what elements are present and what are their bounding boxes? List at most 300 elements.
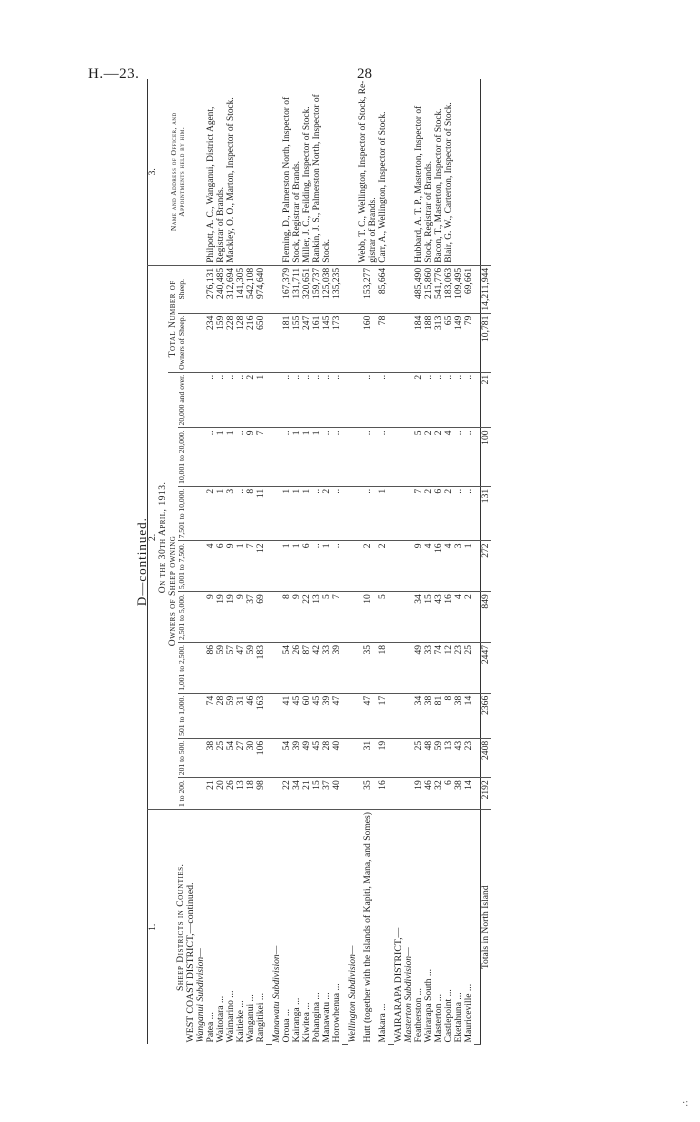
owners-count-cell: 15 <box>424 592 434 643</box>
empty-cell <box>394 372 404 428</box>
owners-count-cell: .. <box>282 372 292 428</box>
county-name: Horowhenua <box>331 992 342 1043</box>
county-name-cell <box>358 810 373 1045</box>
leader-dots: ... <box>225 990 236 1001</box>
owners-count-cell: 49 <box>414 642 424 693</box>
total-header: Total Number of <box>168 265 178 372</box>
empty-cell <box>186 738 196 777</box>
owners-count-cell: 12 <box>444 642 454 693</box>
owners-count-cell: 54 <box>282 642 292 693</box>
owners-count-cell: 23 <box>454 642 464 693</box>
empty-cell <box>186 313 196 372</box>
owners-count-cell: 7 <box>256 428 266 486</box>
owners-count-cell: 38 <box>424 693 434 738</box>
owners-count-cell: 4 <box>444 428 454 486</box>
officer-line: Stock, Registrar of Brands. <box>292 160 302 263</box>
owners-count-cell: .. <box>444 372 454 428</box>
owners-count-cell: 2 <box>358 541 373 592</box>
empty-cell <box>196 372 206 428</box>
range-header: 5,001 to 7,500. <box>178 541 186 592</box>
owners-count-cell: 45 <box>312 693 322 738</box>
owners-count-cell: 9 <box>246 428 256 486</box>
owners-count-cell: 31 <box>236 693 246 738</box>
range-header: 201 to 500. <box>178 738 186 777</box>
county-name: Waitotara <box>215 1005 226 1043</box>
empty-cell <box>272 79 282 266</box>
owners-count-cell: 2 <box>444 486 454 541</box>
total-owners-cell: 161 <box>312 313 322 372</box>
owners-count-cell: 8 <box>246 486 256 541</box>
owners-count-cell: 2 <box>434 428 444 486</box>
county-row <box>358 79 373 1045</box>
total-sheep-cell: 85,664 <box>373 265 388 313</box>
county-name-cell <box>332 810 342 1045</box>
owners-count-cell: 6 <box>302 541 312 592</box>
total-sheep-cell: 485,490 <box>414 265 424 313</box>
owners-count-cell: 2 <box>206 486 216 541</box>
owners-count-cell: .. <box>373 428 388 486</box>
owners-count-cell: .. <box>322 428 332 486</box>
empty-cell <box>404 79 414 266</box>
owners-count-cell: 26 <box>226 778 236 810</box>
subdivision-row <box>196 79 206 1045</box>
owners-count-cell: .. <box>236 486 246 541</box>
range-header: 7,501 to 10,000. <box>178 486 186 541</box>
total-owners-cell: 184 <box>414 313 424 372</box>
empty-cell <box>481 79 492 266</box>
county-name-cell <box>373 810 388 1045</box>
owners-count-cell: 54 <box>226 738 236 777</box>
owners-count-cell: 16 <box>434 541 444 592</box>
owners-count-cell: 19 <box>373 738 388 777</box>
owners-count-cell: .. <box>312 541 322 592</box>
owners-count-cell: 47 <box>236 642 246 693</box>
county-name: Wanganui <box>245 1003 256 1043</box>
owners-count-cell: 46 <box>424 778 434 810</box>
owners-count-cell: 1 <box>292 486 302 541</box>
owners-count-cell: 38 <box>206 738 216 777</box>
owners-count-cell: 59 <box>246 642 256 693</box>
owners-count-cell: 21 <box>206 778 216 810</box>
county-name: Mauriceville <box>463 993 474 1043</box>
totals-label: Totals in North Island <box>481 810 492 1045</box>
col3-header <box>158 79 186 266</box>
owners-count-cell: 1 <box>302 428 312 486</box>
total-owners-cell: 188 <box>424 313 434 372</box>
owners-count-cell: 30 <box>246 738 256 777</box>
owners-count-cell: .. <box>358 372 373 428</box>
owners-count-cell: 9 <box>226 541 236 592</box>
empty-cell <box>348 541 358 592</box>
empty-cell <box>272 592 282 643</box>
empty-cell <box>394 738 404 777</box>
owners-count-cell: 1 <box>312 428 322 486</box>
empty-cell <box>394 778 404 810</box>
empty-cell <box>348 592 358 643</box>
owners-count-cell: 7 <box>246 541 256 592</box>
county-name: Masterton <box>433 1003 444 1043</box>
owners-count-cell: 69 <box>256 592 266 643</box>
owners-count-cell: 1 <box>464 541 474 592</box>
owners-count-cell: 6 <box>434 486 444 541</box>
empty-cell <box>186 79 196 266</box>
total-sheep-cell: 141,305 <box>236 265 246 313</box>
owners-count-cell: 19 <box>226 592 236 643</box>
col1-header: Sheep Districts in Counties. <box>175 863 186 991</box>
owners-count-cell: 8 <box>444 693 454 738</box>
owners-count-cell: 13 <box>236 778 246 810</box>
owners-count-cell: .. <box>454 428 464 486</box>
owners-count-cell: 1 <box>216 428 226 486</box>
owners-count-cell: 9 <box>236 592 246 643</box>
owners-count-cell: 25 <box>216 738 226 777</box>
officer-line: Rankin, J. S., Palmerston North, Inspector of <box>312 94 322 263</box>
empty-cell <box>196 486 206 541</box>
officer-line: Hubbard, A. T. P., Masterton, Inspector of <box>414 105 424 263</box>
owners-count-cell: 1 <box>256 372 266 428</box>
empty-cell <box>272 372 282 428</box>
subdivision-row <box>404 79 414 1045</box>
table-header <box>134 79 186 1045</box>
owners-count-cell: 26 <box>292 642 302 693</box>
totals-count-cell: 849 <box>481 592 492 643</box>
total-owners-cell: 145 <box>322 313 332 372</box>
owners-count-cell: 60 <box>302 693 312 738</box>
owners-count-cell: 1 <box>292 428 302 486</box>
owners-count-cell: 34 <box>414 693 424 738</box>
table-body <box>186 79 491 1045</box>
owners-count-cell: 1 <box>226 428 236 486</box>
county-name: Eketahuna <box>453 1002 464 1043</box>
owners-count-cell: .. <box>226 372 236 428</box>
empty-cell <box>404 428 414 486</box>
owners-count-cell: .. <box>332 372 342 428</box>
total-sheep-cell: 135,235 <box>332 265 342 313</box>
owners-count-cell: 59 <box>226 693 236 738</box>
subdivision-row <box>272 79 282 1045</box>
county-name: Oroua <box>281 1018 292 1043</box>
officer-cell <box>282 79 342 266</box>
officer-line: Philpott, A. C., Wanganui, District Agent, <box>206 106 216 263</box>
officer-line: Fleming, D., Palmerston North, Inspector of <box>282 96 292 263</box>
owners-count-cell: 106 <box>256 738 266 777</box>
total-owners-cell: 228 <box>226 313 236 372</box>
owners-count-cell: 3 <box>226 486 236 541</box>
range-header: 1 to 200. <box>178 778 186 810</box>
total-owners-cell: 160 <box>358 313 373 372</box>
totals-sheep-cell: 14,211,944 <box>481 265 492 313</box>
owners-count-cell: .. <box>322 372 332 428</box>
empty-cell <box>394 313 404 372</box>
total-owners-cell: 128 <box>236 313 246 372</box>
owners-count-cell: 5 <box>373 592 388 643</box>
total-sheep-cell: 125,038 <box>322 265 332 313</box>
empty-cell <box>394 428 404 486</box>
leader-dots: ... <box>433 994 444 1004</box>
total-owners-cell: 65 <box>444 313 454 372</box>
owners-count-cell: 16 <box>444 592 454 643</box>
total-owners-header: Owners of Sheep. <box>178 313 186 372</box>
sheep-returns-table <box>134 79 491 1045</box>
total-sheep-cell: 215,860 <box>424 265 434 313</box>
officer-cell <box>358 79 388 266</box>
subdivision-name: Wanganui Subdivision— <box>195 948 206 1043</box>
total-owners-cell: 234 <box>206 313 216 372</box>
owners-count-cell: 57 <box>226 642 236 693</box>
district-name: WEST COAST DISTRICT,—continued. <box>185 882 196 1043</box>
owners-count-cell: 86 <box>206 642 216 693</box>
totals-count-cell: 131 <box>481 486 492 541</box>
range-header: 20,000 and over. <box>178 372 186 428</box>
owners-count-cell: 4 <box>444 541 454 592</box>
totals-count-cell: 100 <box>481 428 492 486</box>
leader-dots: ... <box>443 989 454 999</box>
total-sheep-cell: 131,711 <box>292 265 302 313</box>
empty-cell <box>404 372 414 428</box>
owners-count-cell: 23 <box>464 738 474 777</box>
officer-line: Stock, Registrar of Brands. <box>424 160 434 263</box>
owners-count-cell: .. <box>282 428 292 486</box>
totals-count-cell: 2192 <box>481 778 492 810</box>
officer-line: gistrar of Brands. <box>368 197 378 263</box>
totals-count-cell: 2366 <box>481 693 492 738</box>
leader-dots: ... <box>301 1002 312 1013</box>
owners-count-cell: 59 <box>434 738 444 777</box>
empty-cell <box>196 428 206 486</box>
owners-count-cell: 74 <box>434 642 444 693</box>
empty-cell <box>186 592 196 643</box>
col2-number: 2. <box>148 265 159 809</box>
owners-count-cell: 13 <box>444 738 454 777</box>
leader-dots: ... <box>311 992 322 1002</box>
empty-cell <box>272 486 282 541</box>
county-row <box>414 79 424 1045</box>
leader-dots: ... <box>423 968 434 979</box>
empty-cell <box>272 541 282 592</box>
total-sheep-cell: 312,694 <box>226 265 236 313</box>
owners-count-cell: 10 <box>358 592 373 643</box>
county-row <box>282 79 292 1045</box>
owners-count-cell: 11 <box>256 486 266 541</box>
total-sheep-header: Sheep. <box>178 265 186 313</box>
officer-line: Stock. <box>322 239 332 263</box>
owners-count-cell: 25 <box>414 738 424 777</box>
owners-count-cell: .. <box>434 372 444 428</box>
total-owners-cell: 173 <box>332 313 342 372</box>
county-name-cell <box>256 810 266 1045</box>
leader-dots: ... <box>215 995 226 1006</box>
total-sheep-cell: 276,131 <box>206 265 216 313</box>
owners-count-cell: 16 <box>373 778 388 810</box>
owners-count-cell: .. <box>358 486 373 541</box>
empty-cell <box>394 693 404 738</box>
owners-count-cell: 1 <box>292 541 302 592</box>
empty-cell <box>186 265 196 313</box>
owners-count-cell: .. <box>332 486 342 541</box>
empty-cell <box>348 693 358 738</box>
empty-cell <box>348 265 358 313</box>
owners-count-cell: 37 <box>246 592 256 643</box>
total-sheep-cell: 541,776 <box>434 265 444 313</box>
subdivision-name: Masterton Subdivision— <box>403 947 414 1043</box>
owners-count-cell: 20 <box>216 778 226 810</box>
page-edge-mark: ·: <box>682 1098 689 1109</box>
owners-count-cell: .. <box>332 428 342 486</box>
page-number: 28 <box>357 66 372 82</box>
total-owners-cell: 313 <box>434 313 444 372</box>
owners-count-cell: 12 <box>256 541 266 592</box>
owners-count-cell: .. <box>236 372 246 428</box>
empty-cell <box>186 428 196 486</box>
owners-count-cell: 34 <box>292 778 302 810</box>
county-name: Pohangina <box>311 1001 322 1043</box>
empty-cell <box>186 486 196 541</box>
county-name: Manawatu <box>321 1002 332 1043</box>
empty-cell <box>186 642 196 693</box>
owners-count-cell: 54 <box>282 738 292 777</box>
owners-count-cell: 1 <box>282 486 292 541</box>
total-owners-cell: 247 <box>302 313 312 372</box>
empty-cell <box>394 486 404 541</box>
total-owners-cell: 149 <box>454 313 464 372</box>
empty-cell <box>196 592 206 643</box>
county-name: Patea <box>205 1021 216 1043</box>
total-owners-cell: 155 <box>292 313 302 372</box>
owners-count-cell: 38 <box>454 778 464 810</box>
owners-count-cell: 47 <box>332 693 342 738</box>
leader-dots: ... <box>205 1012 216 1022</box>
county-row <box>206 79 216 1045</box>
owners-count-cell: 14 <box>464 693 474 738</box>
empty-cell <box>348 738 358 777</box>
subdivision-name: Manawatu Subdivision— <box>271 945 282 1043</box>
empty-cell <box>272 428 282 486</box>
owners-count-cell: 41 <box>282 693 292 738</box>
owners-count-cell: 14 <box>464 778 474 810</box>
owners-count-cell: 2 <box>322 486 332 541</box>
officer-line: Registrar of Brands. <box>216 187 226 263</box>
empty-cell <box>348 372 358 428</box>
officer-line: Webb, T. C., Wellington, Inspector of Stock, Re- <box>358 80 368 263</box>
owners-count-cell: 33 <box>322 642 332 693</box>
owners-count-cell: 25 <box>464 642 474 693</box>
empty-cell <box>186 693 196 738</box>
county-name: Rangitikei <box>255 1002 266 1043</box>
owners-count-cell: 31 <box>358 738 373 777</box>
owners-count-cell: 5 <box>322 592 332 643</box>
officer-line: Carr, A., Wellington, Inspector of Stock. <box>378 111 388 263</box>
col3-header-line1: Name and Address of Officer, and <box>169 112 178 232</box>
leader-dots: ... <box>291 997 302 1008</box>
total-owners-cell: 181 <box>282 313 292 372</box>
owners-count-cell: 19 <box>216 592 226 643</box>
owners-count-cell: 1 <box>373 486 388 541</box>
owners-count-cell: 48 <box>424 738 434 777</box>
owners-count-cell: 6 <box>216 541 226 592</box>
leader-dots: ... <box>331 983 342 993</box>
owners-count-cell: .. <box>236 428 246 486</box>
owners-count-cell: 43 <box>454 738 464 777</box>
report-reference: H.—23. <box>88 66 140 82</box>
owners-count-cell: 32 <box>434 778 444 810</box>
owners-count-cell: 5 <box>414 428 424 486</box>
owners-count-cell: 2 <box>246 372 256 428</box>
empty-cell <box>348 778 358 810</box>
owners-count-cell: 4 <box>454 592 464 643</box>
owners-count-cell: 39 <box>292 738 302 777</box>
total-owners-cell: 78 <box>373 313 388 372</box>
owners-count-cell: .. <box>373 372 388 428</box>
owners-header: Owners of Sheep owning <box>168 372 178 809</box>
leader-dots: ... <box>281 1008 292 1019</box>
owners-count-cell: .. <box>454 486 464 541</box>
owners-count-cell: .. <box>292 372 302 428</box>
officer-line: Mackley, O. O., Marton, Inspector of Stock. <box>226 97 236 263</box>
owners-count-cell: 49 <box>302 738 312 777</box>
owners-count-cell: 2 <box>464 592 474 643</box>
owners-count-cell: .. <box>206 372 216 428</box>
leader-dots: ... <box>255 992 266 1003</box>
owners-count-cell: 2 <box>424 428 434 486</box>
owners-count-cell: 28 <box>322 738 332 777</box>
empty-cell <box>394 265 404 313</box>
county-name: Wairarapa South <box>423 978 434 1043</box>
owners-count-cell: 19 <box>414 778 424 810</box>
owners-count-cell: .. <box>332 541 342 592</box>
owners-count-cell: 42 <box>312 642 322 693</box>
county-name: Castlepoint <box>443 998 454 1043</box>
totals-count-cell: 2447 <box>481 642 492 693</box>
owners-count-cell: 38 <box>454 693 464 738</box>
table-title: D—continued. <box>134 517 149 607</box>
empty-cell <box>404 486 414 541</box>
owners-count-cell: 1 <box>236 541 246 592</box>
owners-count-cell: 4 <box>206 541 216 592</box>
county-name: Hutt (together with the Islands of Kapiti, Mana, and Somes) <box>362 812 373 1043</box>
county-name: Kaitieke <box>235 1010 246 1043</box>
total-sheep-cell: 159,737 <box>312 265 322 313</box>
owners-count-cell: 7 <box>414 486 424 541</box>
owners-count-cell: 8 <box>282 592 292 643</box>
county-name-cell <box>464 810 474 1045</box>
owners-count-cell: 1 <box>302 486 312 541</box>
owners-count-cell: 33 <box>424 642 434 693</box>
owners-count-cell: .. <box>424 372 434 428</box>
sheep-returns-table-rotated <box>134 80 570 1045</box>
officer-line: Bacon, T., Masterton, Inspector of Stock. <box>434 108 444 263</box>
empty-cell <box>186 372 196 428</box>
owners-count-cell: 40 <box>332 778 342 810</box>
range-header: 10,001 to 20,000. <box>178 428 186 486</box>
owners-count-cell: .. <box>312 372 322 428</box>
owners-count-cell: 45 <box>312 738 322 777</box>
owners-count-cell: 163 <box>256 693 266 738</box>
totals-row <box>481 79 492 1045</box>
leader-dots: ... <box>245 994 256 1004</box>
owners-count-cell: 3 <box>454 541 464 592</box>
leader-dots: ... <box>453 992 464 1002</box>
owners-count-cell: 2 <box>373 541 388 592</box>
owners-count-cell: 17 <box>373 693 388 738</box>
owners-count-cell: 1 <box>322 541 332 592</box>
total-sheep-cell: 167,379 <box>282 265 292 313</box>
owners-count-cell: 9 <box>414 541 424 592</box>
district-name: WAIRARAPA DISTRICT,— <box>393 927 404 1043</box>
county-name: Makara <box>377 1013 388 1043</box>
owners-count-cell: 87 <box>302 642 312 693</box>
range-header: 2,501 to 5,000. <box>178 592 186 643</box>
range-header: 1,001 to 2,500. <box>178 642 186 693</box>
